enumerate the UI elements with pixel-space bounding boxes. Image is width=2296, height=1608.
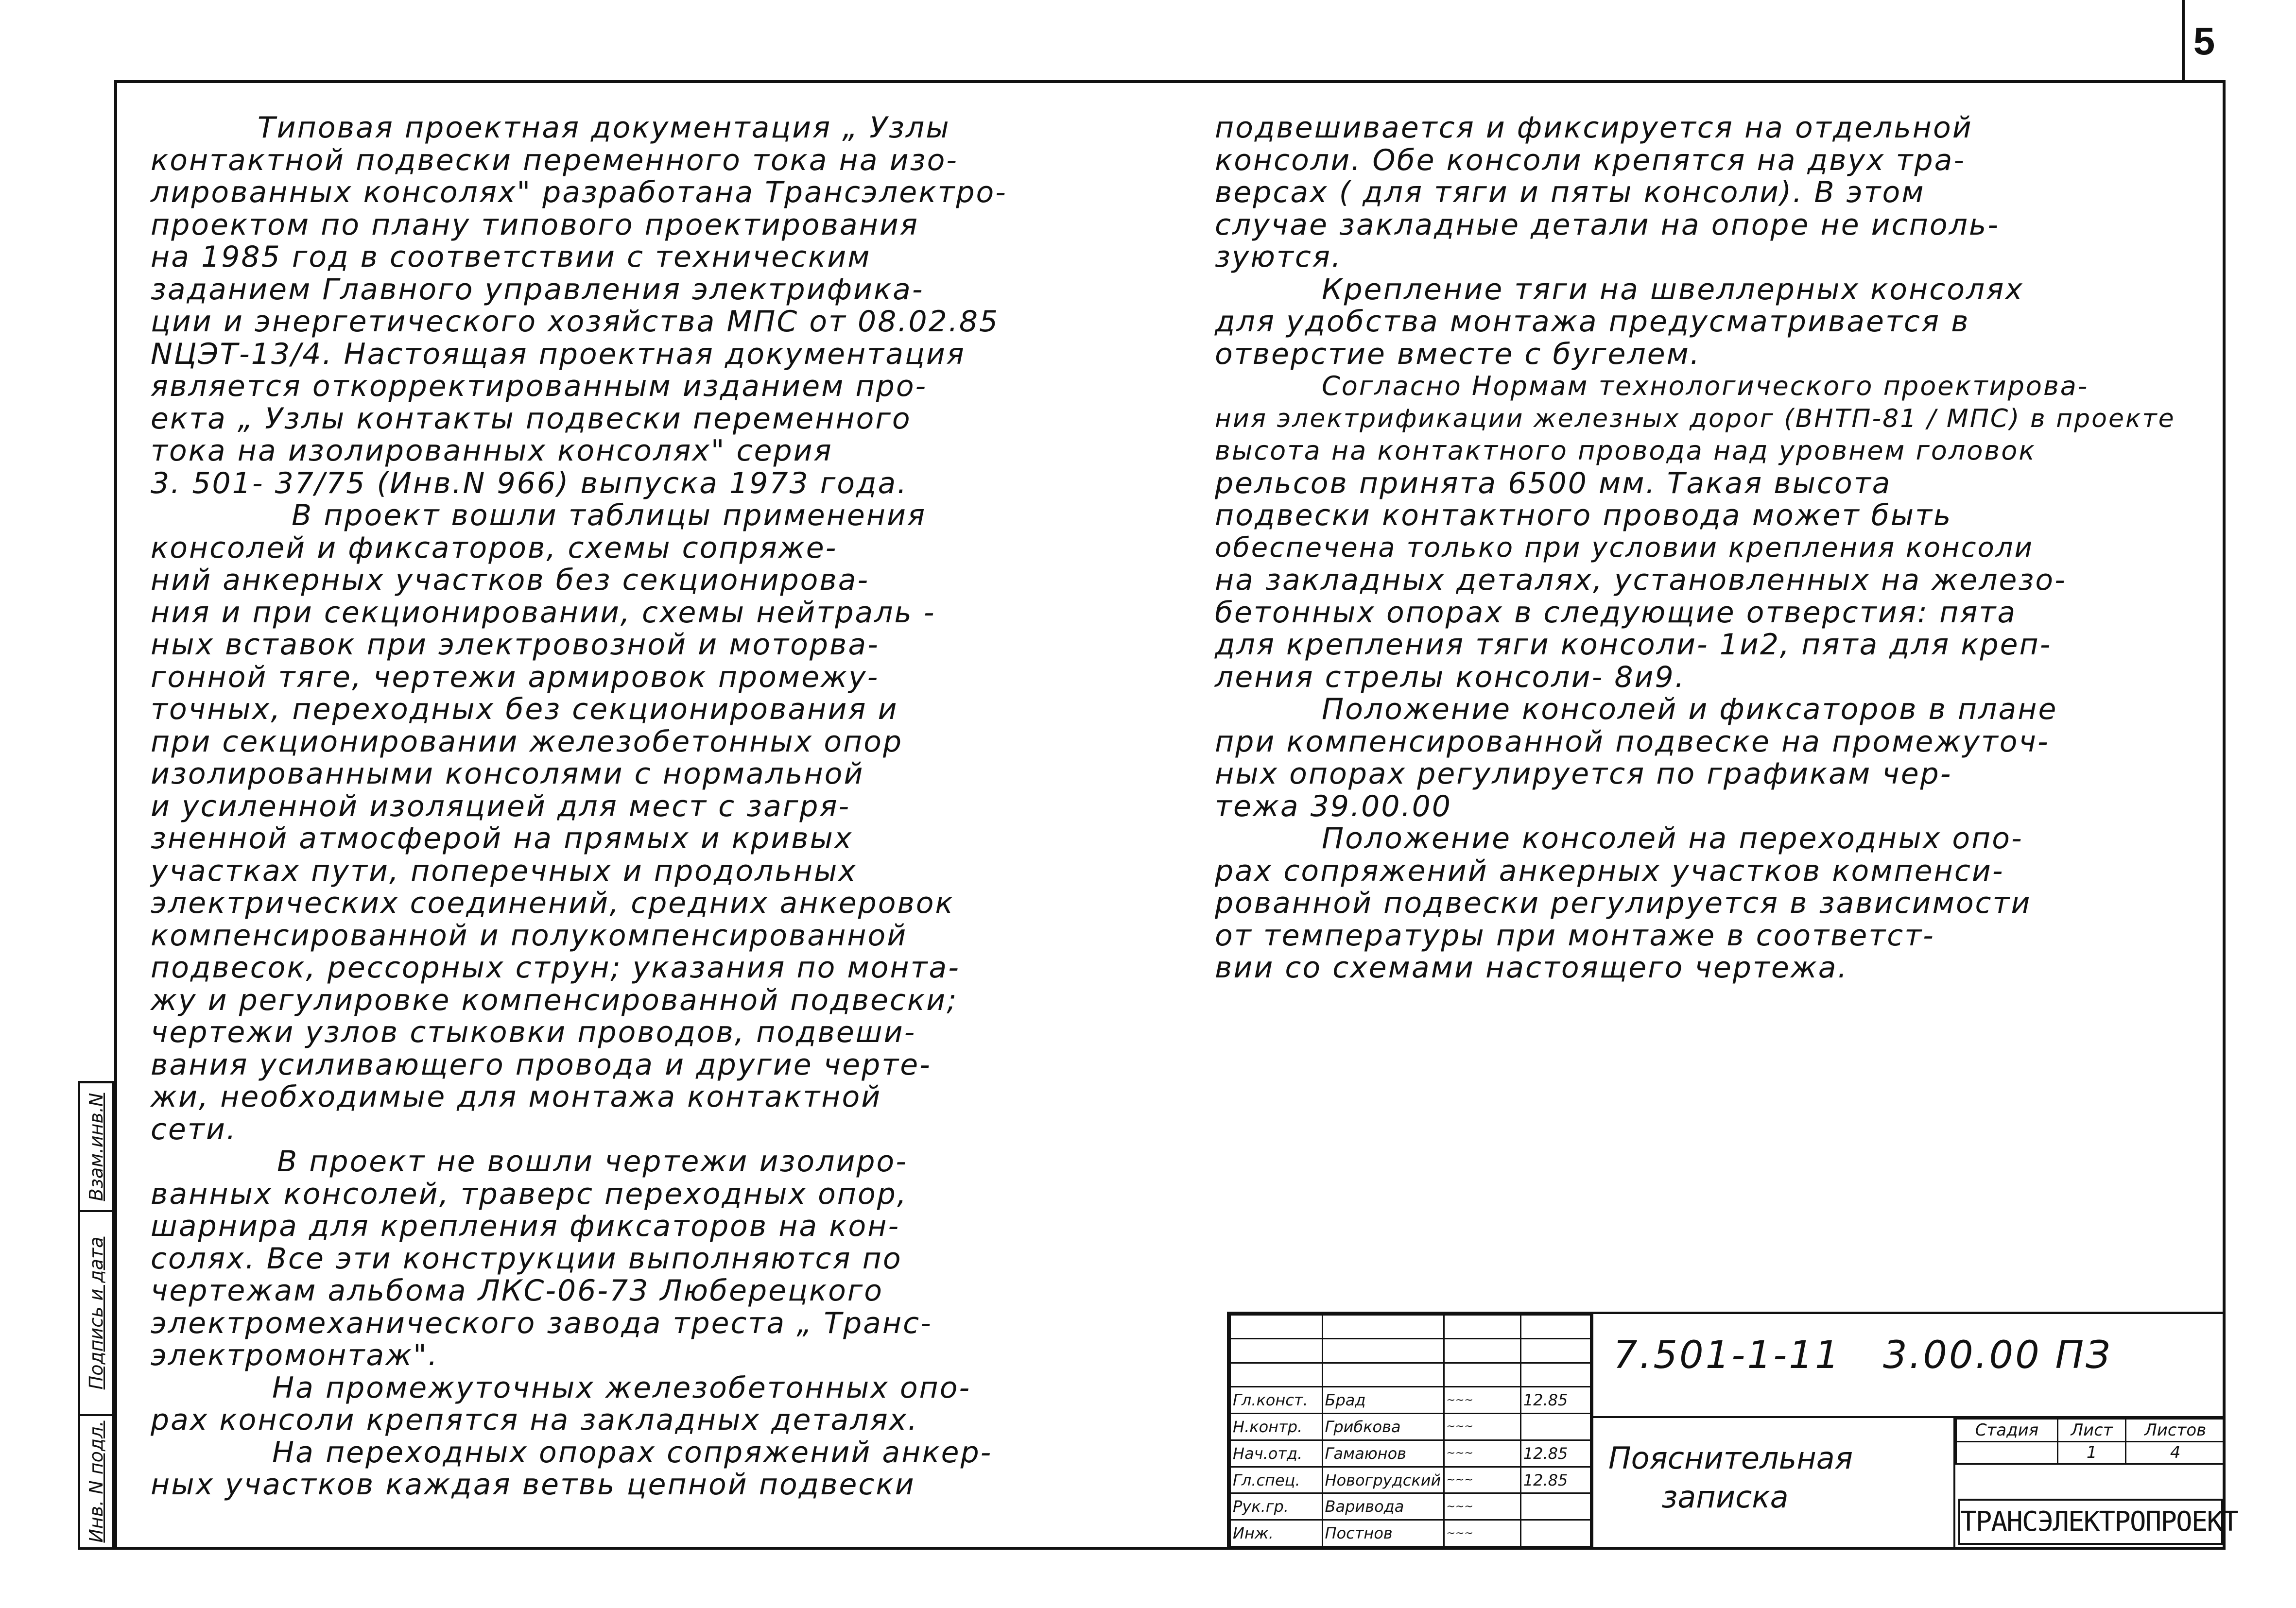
text-line: отверстие вместе с бугелем. <box>1215 337 1701 371</box>
text-line: на закладных деталях, установленных на железо- <box>1215 563 2067 597</box>
signature-mark: ~~~ <box>1444 1414 1520 1440</box>
text-line: рельсов принята 6500 мм. Такая высота <box>1215 466 1892 500</box>
side-cell-replace-inv <box>80 1083 112 1212</box>
signature-mark: ~~~ <box>1444 1387 1520 1414</box>
signature-role: Гл.спец. <box>1230 1467 1323 1493</box>
side-replace-inv-label: Взам.инв.N <box>85 1093 107 1201</box>
text-line: заданием Главного управления электрифика- <box>151 272 924 307</box>
text-line: ния и при секционировании, схемы нейтраль - <box>151 595 936 630</box>
signature-date <box>1520 1493 1590 1520</box>
sheets-value: 4 <box>2126 1441 2225 1464</box>
signature-row <box>1230 1493 1591 1520</box>
signature-name: Постнов <box>1322 1520 1444 1547</box>
signature-row-blank <box>1230 1315 1591 1339</box>
text-line: для удобства монтажа предусматривается в <box>1215 305 1970 339</box>
sheet-label: Лист <box>2057 1419 2126 1442</box>
text-line: рах сопряжений анкерных участков компенси- <box>1215 854 2004 888</box>
side-inv-orig-label: Инв. N подл. <box>85 1420 107 1543</box>
text-line: ний анкерных участков без секционирова- <box>151 563 870 597</box>
text-line: проектом по плану типового проектирования <box>151 207 919 242</box>
text-line: солях. Все эти конструкции выполняются по <box>151 1241 902 1276</box>
text-line: ных опорах регулируется по графикам чер- <box>1215 757 1952 791</box>
text-line: консолей и фиксаторов, схемы сопряже- <box>151 530 838 565</box>
signature-role: Нач.отд. <box>1230 1440 1323 1467</box>
company-name: ТРАНСЭЛЕКТРОПРОЕКТ <box>1958 1499 2223 1545</box>
text-line: электрических соединений, средних анкеровок <box>151 886 954 920</box>
text-line: гонной тяге, чертежи армировок промежу- <box>151 660 880 694</box>
text-line: жу и регулировке компенсированной подвески; <box>151 983 958 1017</box>
text-line: ления стрелы консоли- 8и9. <box>1215 660 1686 694</box>
side-cell-inv-orig <box>80 1416 112 1547</box>
text-line: версах ( для тяги и пяты консоли). В этом <box>1215 175 1925 209</box>
text-line: Положение консолей на переходных опо- <box>1322 821 2023 855</box>
document-code: 7.501-1-11 <box>1613 1334 1841 1377</box>
text-line: тежа 39.00.00 <box>1215 789 1452 823</box>
text-line: екта „ Узлы контакты подвески переменного <box>151 401 912 436</box>
text-line: обеспечена только при условии крепления консоли <box>1215 531 2034 564</box>
text-line: Согласно Нормам технологического проектирова- <box>1322 371 2089 401</box>
sheet-value: 1 <box>2057 1441 2126 1464</box>
text-line: зненной атмосферой на прямых и кривых <box>151 821 853 855</box>
signature-table <box>1229 1314 1591 1547</box>
signature-row-blank <box>1230 1363 1591 1386</box>
text-line: лированных консолях" разработана Трансэлектро- <box>151 175 1007 209</box>
signature-name: Брад <box>1322 1387 1444 1414</box>
text-line: шарнира для крепления фиксаторов на кон- <box>151 1209 900 1243</box>
text-line: жи, необходимые для монтажа контактной <box>151 1080 882 1114</box>
text-line: на 1985 год в соответствии с техническим <box>151 240 871 274</box>
signature-date: 12.85 <box>1520 1467 1590 1493</box>
signature-row-blank <box>1230 1339 1591 1363</box>
text-line: электромеханического завода треста „ Транс- <box>151 1306 932 1340</box>
text-line: при секционировании железобетонных опор <box>151 724 903 759</box>
text-line: рах консоли крепятся на закладных деталях. <box>151 1403 919 1437</box>
signature-role: Рук.гр. <box>1230 1493 1323 1520</box>
text-line: для крепления тяги консоли- 1и2, пята для креп- <box>1215 628 2052 662</box>
text-line: электромонтаж". <box>151 1338 439 1372</box>
text-line: подвешивается и фиксируется на отдельной <box>1215 111 1973 145</box>
text-line: точных, переходных без секционирования и <box>151 692 898 726</box>
signature-date <box>1520 1520 1590 1547</box>
signature-mark: ~~~ <box>1444 1520 1520 1547</box>
text-line: при компенсированной подвеске на промежуточ- <box>1215 724 2050 759</box>
signature-name: Варивода <box>1322 1493 1444 1520</box>
title-block-divider <box>1591 1314 1593 1547</box>
text-line: тока на изолированных консолях" серия <box>151 434 833 468</box>
text-line: контактной подвески переменного тока на изо- <box>151 143 958 177</box>
signature-row <box>1230 1414 1591 1440</box>
text-line: подвески контактного провода может быть <box>1215 498 1952 532</box>
document-title-line2: записка <box>1661 1479 1789 1515</box>
text-line: чертежам альбома ЛКС-06-73 Люберецкого <box>151 1274 884 1308</box>
text-line: участках пути, поперечных и продольных <box>151 854 857 888</box>
signature-row <box>1230 1520 1591 1547</box>
left-text-column <box>151 112 1171 1501</box>
signature-row <box>1230 1467 1591 1493</box>
text-line: ния электрификации железных дорог (ВНТП-81 / МПС) в проекте <box>1215 404 2175 433</box>
text-line: ных участков каждая ветвь цепной подвески <box>151 1468 915 1502</box>
stage-sheet-table <box>1955 1418 2226 1465</box>
text-line: вания усиливающего провода и другие черте- <box>151 1047 932 1082</box>
signature-mark: ~~~ <box>1444 1467 1520 1493</box>
text-line: В проект не вошли чертежи изолиро- <box>277 1145 908 1179</box>
signature-date <box>1520 1414 1590 1440</box>
text-line: ции и энергетического хозяйства МПС от 08.02.85 <box>151 305 1000 339</box>
signature-name: Гамаюнов <box>1322 1440 1444 1467</box>
text-line: На промежуточных железобетонных опо- <box>272 1370 971 1405</box>
text-line: компенсированной и полукомпенсированной <box>151 918 908 953</box>
text-line: Положение консолей и фиксаторов в плане <box>1322 692 2058 726</box>
text-line: подвесок, рессорных струн; указания по монта- <box>151 951 960 985</box>
text-line: Типовая проектная документация „ Узлы <box>258 111 950 145</box>
right-text-column <box>1215 112 2187 984</box>
text-line: сети. <box>151 1112 237 1146</box>
title-block <box>1227 1312 2238 1550</box>
signature-mark: ~~~ <box>1444 1493 1520 1520</box>
document-section: 3.00.00 ПЗ <box>1883 1334 2112 1377</box>
text-line: высота на контактного провода над уровнем головок <box>1215 435 2036 466</box>
text-line: ванных консолей, траверс переходных опор, <box>151 1177 908 1211</box>
text-line: В проект вошли таблицы применения <box>292 498 927 532</box>
text-line: случае закладные детали на опоре не исполь- <box>1215 207 2000 242</box>
signature-name: Грибкова <box>1322 1414 1444 1440</box>
text-line: NЦЭТ-13/4. Настоящая проектная документация <box>151 337 966 371</box>
text-line: 3. 501- 37/75 (Инв.N 966) выпуска 1973 года. <box>151 466 908 500</box>
signature-name: Новогрудский <box>1322 1467 1444 1493</box>
text-line: чертежи узлов стыковки проводов, подвеши- <box>151 1015 916 1049</box>
signature-role: Н.контр. <box>1230 1414 1323 1440</box>
text-line: изолированными консолями с нормальной <box>151 757 864 791</box>
text-line: бетонных опорах в следующие отверстия: пята <box>1215 595 2017 630</box>
signature-row <box>1230 1440 1591 1467</box>
text-line: является откорректированным изданием про- <box>151 369 928 403</box>
stage-label: Стадия <box>1956 1419 2058 1442</box>
text-line: рованной подвески регулируется в зависимости <box>1215 886 2032 920</box>
side-cell-sign-date <box>80 1212 112 1416</box>
text-line: ных вставок при электровозной и моторва- <box>151 628 880 662</box>
sheets-label: Листов <box>2126 1419 2225 1442</box>
text-line: и усиленной изоляцией для мест с загря- <box>151 789 851 823</box>
signature-date: 12.85 <box>1520 1387 1590 1414</box>
text-line: от температуры при монтаже в соответст- <box>1215 918 1935 953</box>
side-sign-date-label: Подпись и дата <box>85 1236 107 1390</box>
text-line: вии со схемами настоящего чертежа. <box>1215 951 1848 985</box>
stage-value <box>1956 1441 2058 1464</box>
text-line: зуются. <box>1215 240 1343 274</box>
text-line: Крепление тяги на швеллерных консолях <box>1322 272 2024 307</box>
sheet-number: 5 <box>2182 0 2224 83</box>
document-title: Пояснительная <box>1608 1440 1853 1476</box>
text-line: консоли. Обе консоли крепятся на двух тра- <box>1215 143 1966 177</box>
signature-role: Гл.конст. <box>1230 1387 1323 1414</box>
signature-date: 12.85 <box>1520 1440 1590 1467</box>
signature-row <box>1230 1387 1591 1414</box>
side-stamp-strip <box>78 1081 114 1550</box>
signature-role: Инж. <box>1230 1520 1323 1547</box>
text-line: На переходных опорах сопряжений анкер- <box>272 1435 993 1470</box>
signature-mark: ~~~ <box>1444 1440 1520 1467</box>
